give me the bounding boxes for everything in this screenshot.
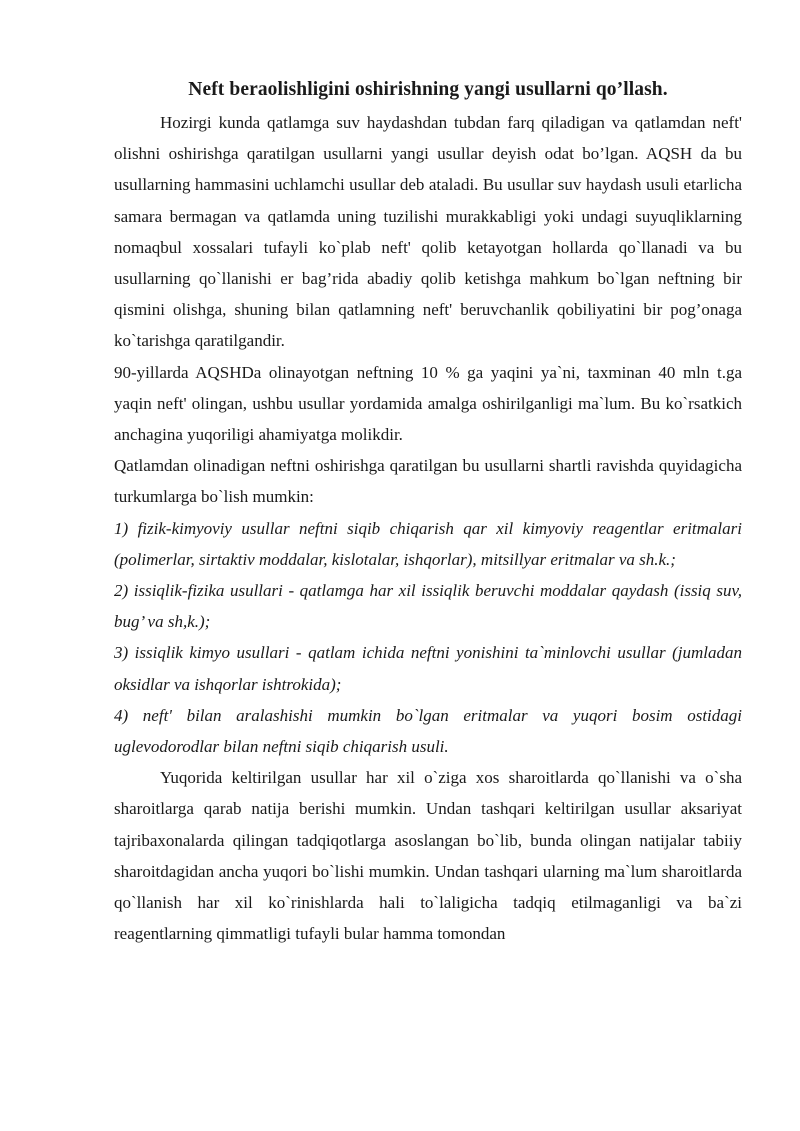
document-title: Neft beraolishligini oshirishning yangi usullarni qo’llash. [188, 79, 668, 100]
list-item-thermal-physical: 2) issiqlik-fizika usullari - qatlamga har xil issiqlik beruvchi moddalar qaydash (issiq suv, bug’ va sh,k.); [114, 581, 742, 632]
list-item-thermal-chemical: 3) issiqlik kimyo usullari - qatlam ichida neftni yonishini ta`minlovchi usullar (jumladan oksidlar va ishqorlar ishtrokida); [114, 643, 742, 694]
paragraph-statistics: 90-yillarda AQSHDa olinayotgan neftning 10 % ga yaqini ya`ni, taxminan 40 mln t.ga yaqin neft' olingan, ushbu usullar yordamida amalga oshirilganligi ma`lum. Bu ko`rsatkich anchagina yuqoriligi ahamiyatga molikdir. [114, 362, 742, 445]
list-item-miscible-displacement: 4) neft' bilan aralashishi mumkin bo`lgan eritmalar va yuqori bosim ostidagi uglevodorodlar bilan neftni siqib chiqarish usuli. [114, 705, 742, 757]
paragraph-closing: Yuqorida keltirilgan usullar har xil o`ziga xos sharoitlarda qo`llanishi va o`sha sharoitlarga qarab natija berishi mumkin. Undan tashqari keltirilgan usullar aksariyat tajribaxonalarda qilingan tadqiqotlarga asoslangan bo`lib, bunda olingan natijalar tabiiy sharoitdagidan ancha yuqori bo`lishi mumkin. Undan tashqari ularning ma`lum sharoitlarda qo`llanish har xil ko`rinishlarda hali to`laligicha tadqiq etilmaganligi va ba`zi reagentlarning qimmatligi tufayli bular hamma tomondan [114, 768, 742, 944]
paragraph-intro: Hozirgi kunda qatlamga suv haydashdan tubdan farq qiladigan va qatlamdan neft' olishni oshirishga qaratilgan usullarni yangi usullar deyish odat bo’lgan. AQSH da bu usullarning hammasini uchlamchi usullar deb ataladi. Bu usullar suv haydash usuli etarlicha samara bermagan va qatlamda uning tuzilishi murakkabligi yoki undagi suyuqliklarning nomaqbul xossalari tufayli ko`plab neft' qolib ketayotgan hollarda qo`llanadi va bu usullarning qo`llanishi er bag’rida abadiy qolib ketishga mahkum bo`lgan neftning bir qismini olishga, shuning bilan qatlamning neft' beruvchanlik qobiliyatini bir pog’onaga ko`tarishga qaratilgandir. [114, 113, 742, 351]
paragraph-classification: Qatlamdan olinadigan neftni oshirishga qaratilgan bu usullarni shartli ravishda quyidagicha turkumlarga bo`lish mumkin: [114, 456, 742, 507]
list-item-physico-chemical: 1) fizik-kimyoviy usullar neftni siqib chiqarish qar xil kimyoviy reagentlar eritmalari (polimerlar, sirtaktiv moddalar, kislotalar, ishqorlar), mitsillyar eritmalar va sh.k.; [114, 518, 742, 569]
document-page [114, 76, 742, 949]
